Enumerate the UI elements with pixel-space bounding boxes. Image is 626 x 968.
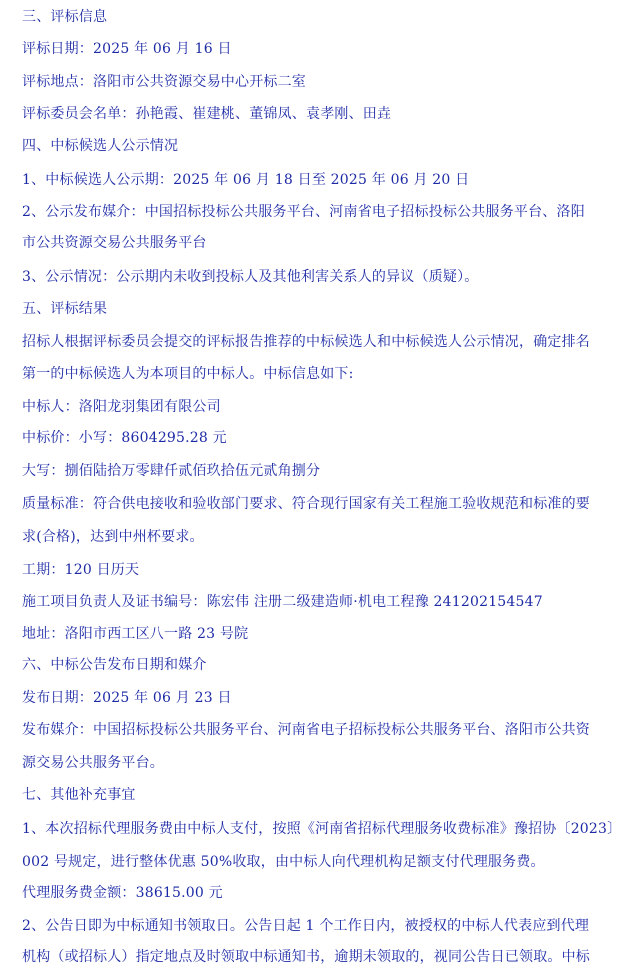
winning-price-uppercase: 大写：捌佰陆拾万零肆仟贰佰玖拾伍元贰角捌分	[22, 463, 321, 479]
notice-pickup-line-1: 2、公告日即为中标通知书领取日。公告日起 1 个工作日内，被授权的中标人代表应到代理	[22, 918, 590, 934]
publicity-media-line-2: 市公共资源交易公共服务平台	[22, 235, 207, 251]
result-paragraph-line-2: 第一的中标候选人为本项目的中标人。中标信息如下:	[22, 366, 354, 382]
section-heading-evaluation-result: 五、评标结果	[22, 301, 108, 317]
evaluation-location: 评标地点：洛阳市公共资源交易中心开标二室	[22, 74, 306, 90]
section-heading-candidate-publicity: 四、中标候选人公示情况	[22, 138, 179, 154]
section-heading-announcement: 六、中标公告发布日期和媒介	[22, 657, 207, 673]
winning-bidder: 中标人：洛阳龙羽集团有限公司	[22, 399, 221, 415]
announcement-media-line-1: 发布媒介：中国招标投标公共服务平台、河南省电子招标投标公共服务平台、洛阳市公共资	[22, 722, 590, 738]
address: 地址：洛阳市西工区八一路 23 号院	[22, 626, 249, 642]
result-paragraph-line-1: 招标人根据评标委员会提交的评标报告推荐的中标候选人和中标候选人公示情况，确定排名	[22, 334, 590, 350]
publicity-media-line-1: 2、公示发布媒介：中国招标投标公共服务平台、河南省电子招标投标公共服务平台、洛阳	[22, 204, 585, 220]
announcement-date: 发布日期：2025 年 06 月 23 日	[22, 690, 232, 706]
service-fee-line-1: 1、本次招标代理服务费由中标人支付，按照《河南省招标代理服务收费标准》豫招协〔2023〕	[22, 821, 622, 837]
project-manager: 施工项目负责人及证书编号：陈宏伟 注册二级建造师·机电工程豫 241202154547	[22, 594, 543, 610]
section-heading-other-matters: 七、其他补充事宜	[22, 787, 136, 803]
announcement-media-line-2: 源交易公共服务平台。	[22, 755, 164, 771]
notice-pickup-line-2: 机构（或招标人）指定地点及时领取中标通知书，逾期未领取的，视同公告日已领取。中标	[22, 949, 590, 965]
winning-price-numeric: 中标价：小写：8604295.28 元	[22, 430, 227, 446]
publicity-status: 3、公示情况：公示期内未收到投标人及其他利害关系人的异议（质疑）。	[22, 269, 479, 285]
section-heading-evaluation-info: 三、评标信息	[22, 9, 108, 25]
quality-standard-line-1: 质量标准：符合供电接收和验收部门要求、符合现行国家有关工程施工验收规范和标准的要	[22, 496, 590, 512]
publicity-period: 1、中标候选人公示期：2025 年 06 月 18 日至 2025 年 06 月 20 日	[22, 172, 470, 188]
evaluation-committee: 评标委员会名单：孙艳霞、崔建桃、董锦凤、袁孝刚、田垚	[22, 106, 392, 122]
quality-standard-line-2: 求(合格)，达到中州杯要求。	[22, 529, 204, 545]
service-fee-amount: 代理服务费金额：38615.00 元	[22, 885, 223, 901]
service-fee-line-2: 002 号规定，进行整体优惠 50%收取，由中标人向代理机构足额支付代理服务费。	[22, 854, 545, 870]
construction-period: 工期：120 日历天	[22, 562, 140, 578]
evaluation-date: 评标日期：2025 年 06 月 16 日	[22, 41, 232, 57]
